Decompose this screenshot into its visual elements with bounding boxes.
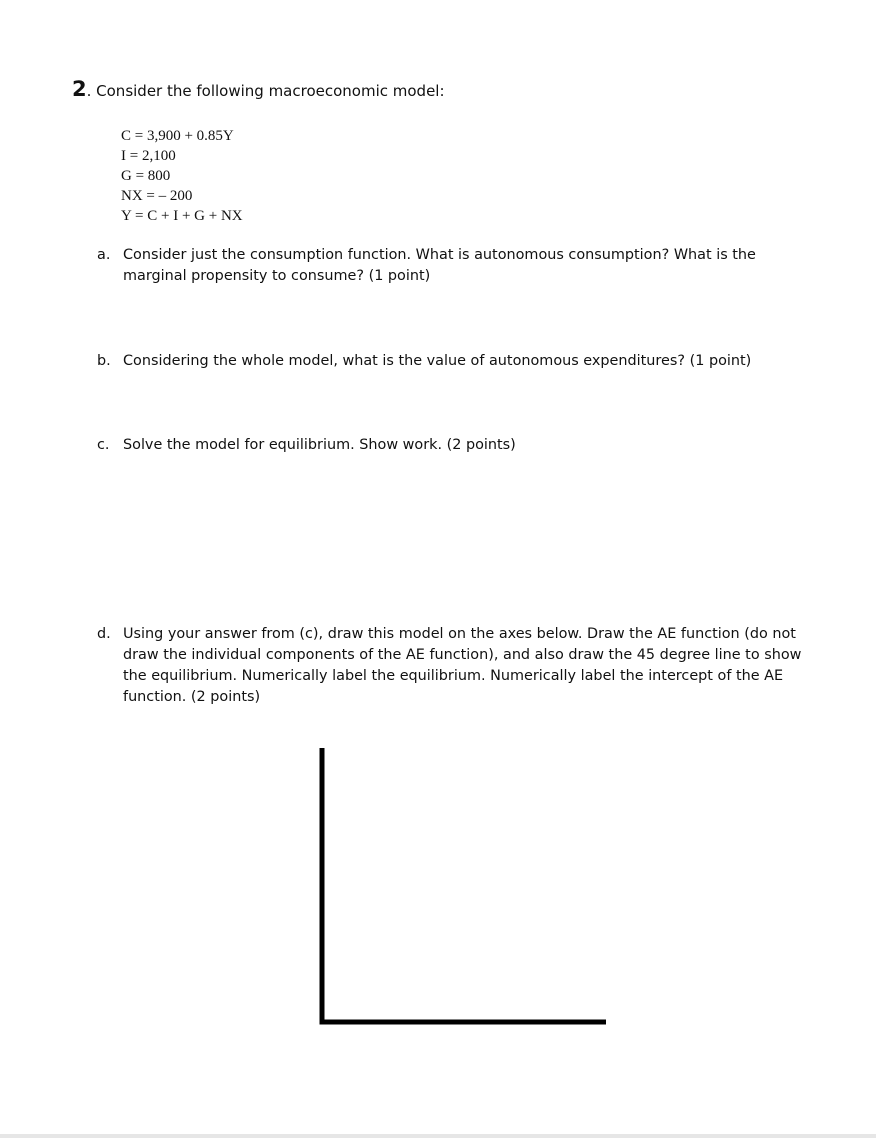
part-a-letter: a. — [97, 247, 111, 263]
part-a-line-2: marginal propensity to consume? (1 point) — [123, 268, 431, 284]
question-number: 2 — [72, 77, 87, 101]
part-d-line-4: function. (2 points) — [123, 689, 261, 705]
part-d-line-3: the equilibrium. Numerically label the equilibrium. Numerically label the intercept of the AE — [123, 668, 784, 684]
equation-consumption: C = 3,900 + 0.85Y — [121, 128, 234, 144]
part-d-line-1: Using your answer from (c), draw this model on the axes below. Draw the AE function (do not — [123, 626, 796, 642]
model-equations — [121, 126, 243, 226]
blank-axes — [319, 748, 609, 1030]
part-b-line-1: Considering the whole model, what is the value of autonomous expenditures? (1 point) — [123, 353, 752, 369]
part-c-line-1: Solve the model for equilibrium. Show work. (2 points) — [123, 437, 516, 453]
part-b-letter: b. — [97, 353, 111, 369]
question-intro: . Consider the following macroeconomic model: — [86, 82, 445, 100]
part-c-letter: c. — [97, 437, 110, 453]
equation-output: Y = C + I + G + NX — [121, 208, 243, 224]
equation-net-exports: NX = – 200 — [121, 188, 193, 204]
equation-government: G = 800 — [121, 168, 171, 184]
part-d-line-2: draw the individual components of the AE function), and also draw the 45 degree line to show — [123, 647, 802, 663]
part-d-letter: d. — [97, 626, 111, 642]
part-a-line-1: Consider just the consumption function. What is autonomous consumption? What is the — [123, 247, 756, 263]
equation-investment: I = 2,100 — [121, 148, 176, 164]
question-header — [72, 78, 445, 102]
page-bottom-edge — [0, 1134, 876, 1138]
